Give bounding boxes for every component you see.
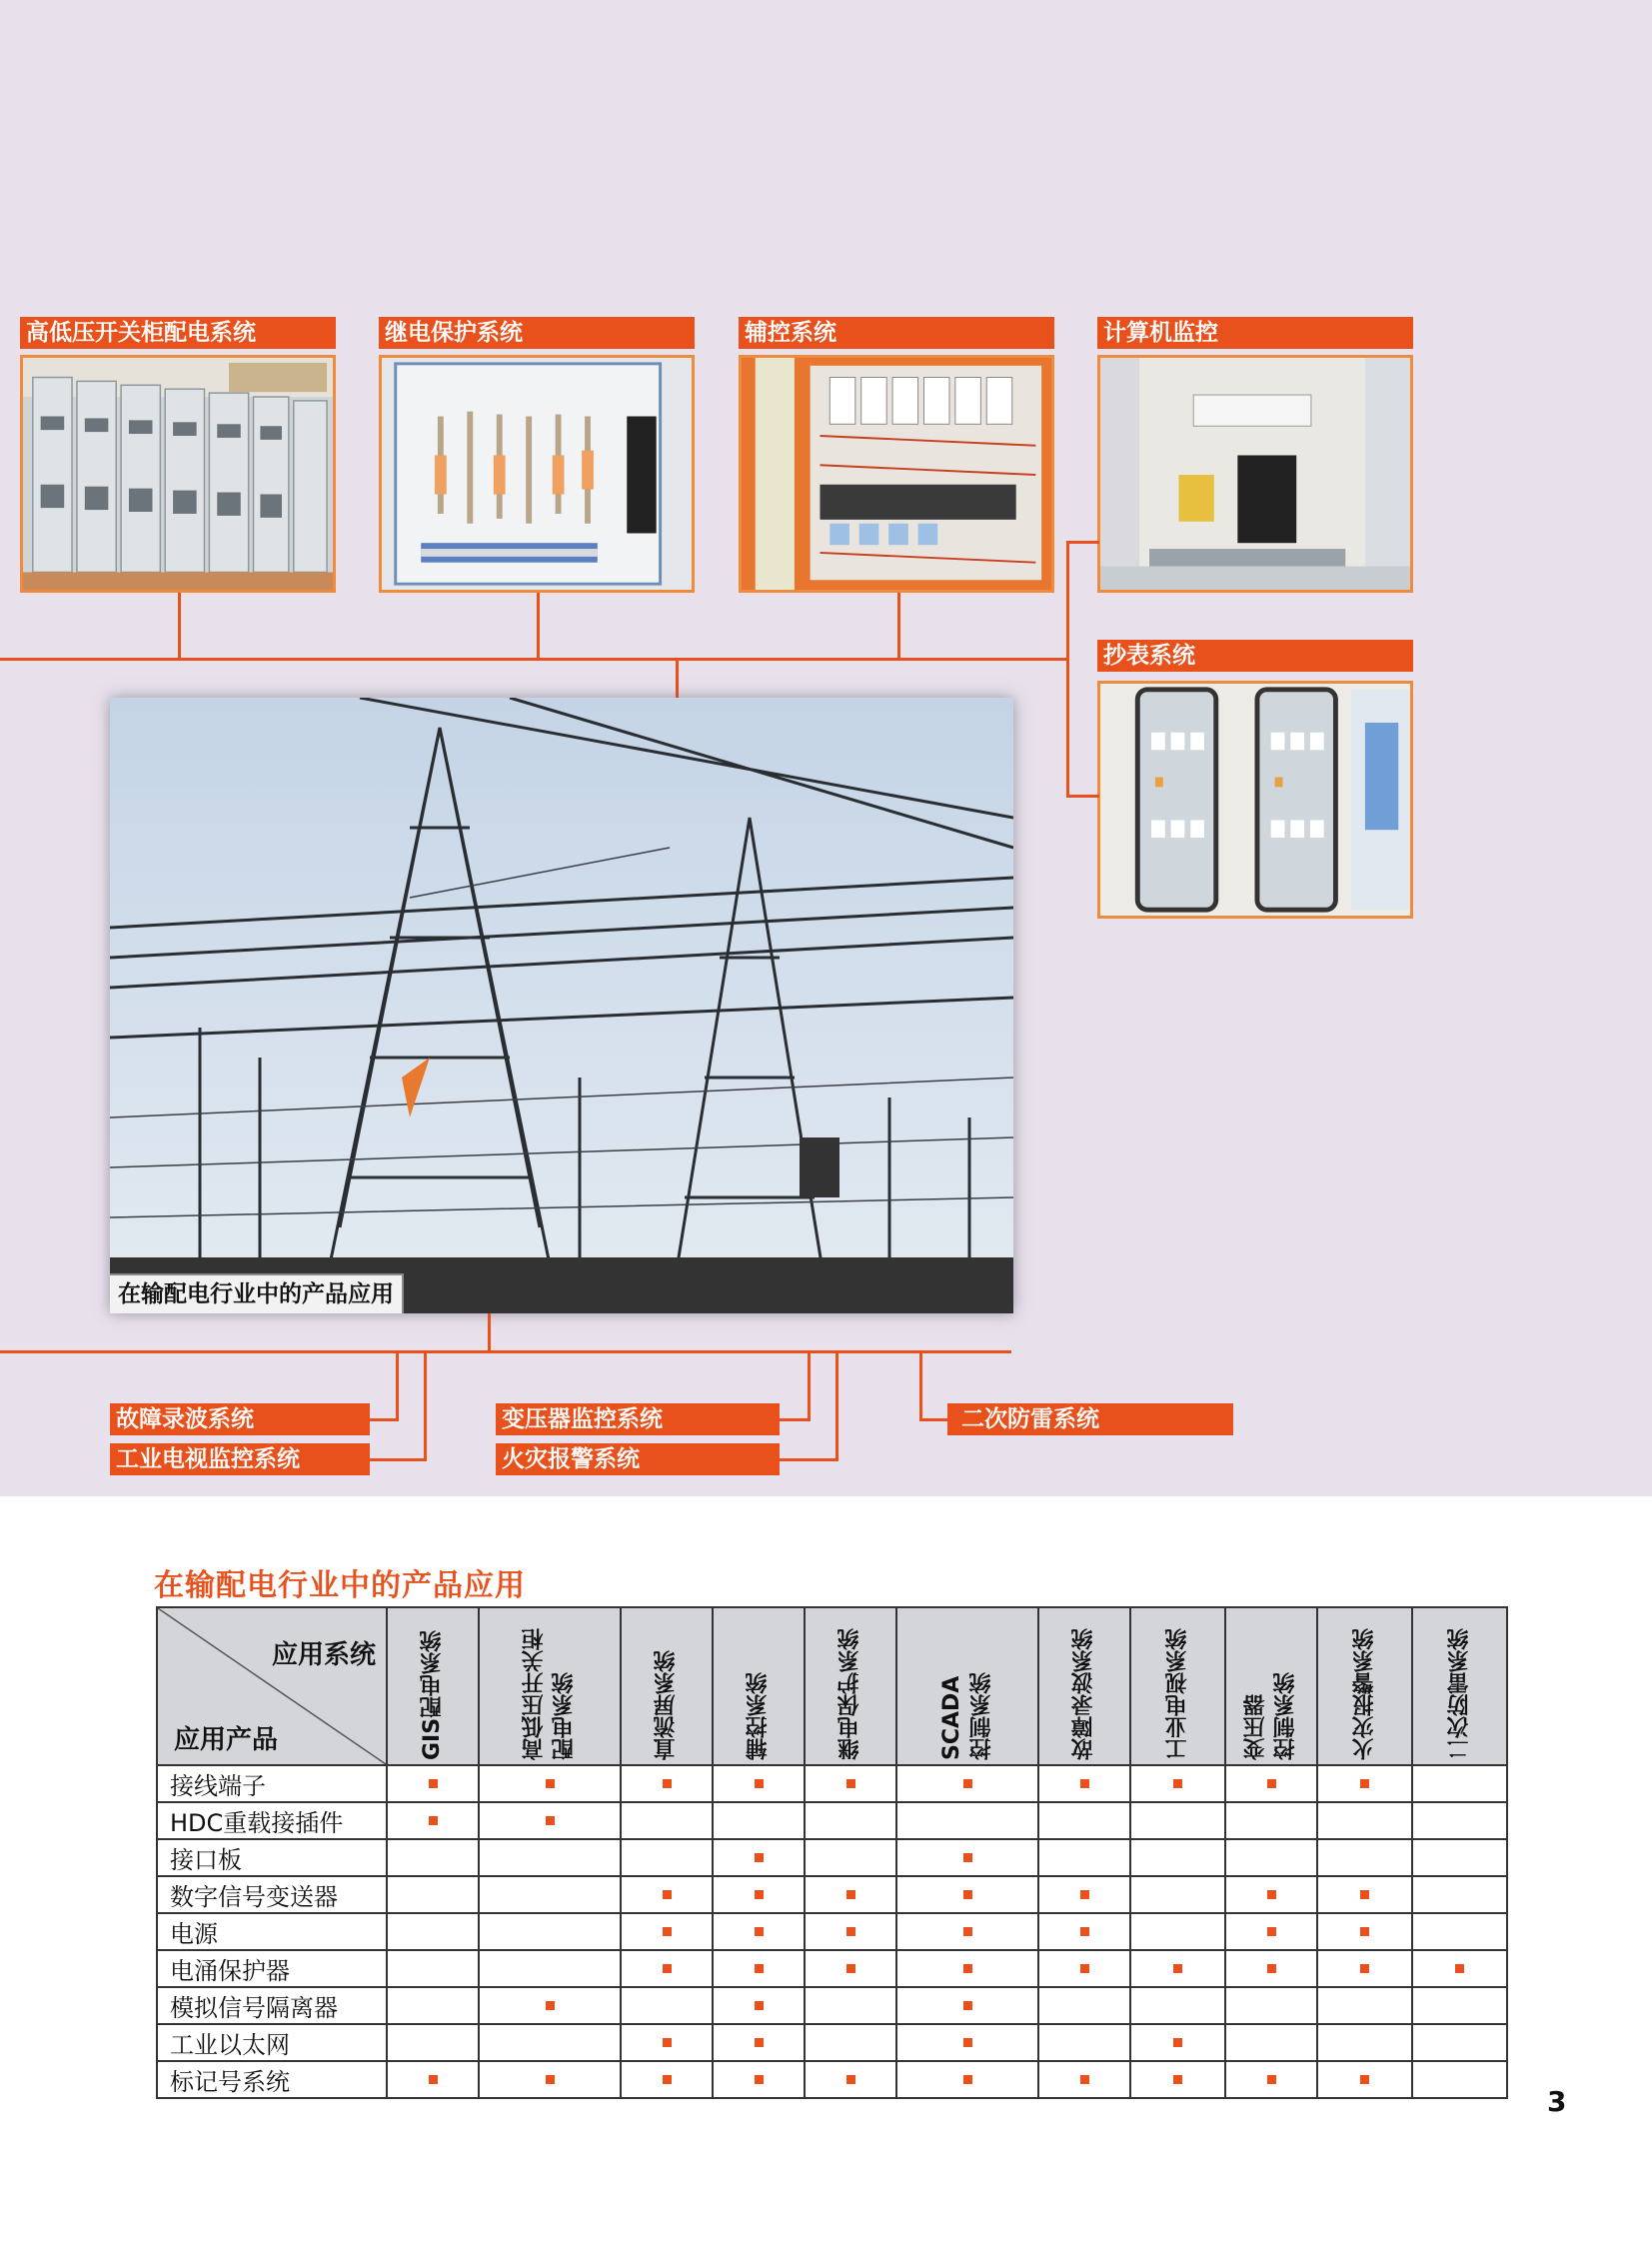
table-title: 在输配电行业中的产品应用 (154, 1568, 526, 1603)
applicable-mark (663, 2075, 672, 2084)
applicable-mark (846, 1890, 855, 1899)
table-cell (387, 1876, 479, 1913)
table-cell (387, 1987, 479, 2024)
table-cell (1412, 1987, 1507, 2024)
table-cell (1038, 1876, 1130, 1913)
applicable-mark (846, 2075, 855, 2084)
connector-lightning (919, 1350, 922, 1421)
table-cell (1317, 2024, 1412, 2061)
table-cell (713, 2061, 805, 2098)
applicable-mark (963, 1964, 972, 1973)
connector-lightning-h (919, 1418, 947, 1421)
applicable-mark (663, 1964, 672, 1973)
corner-label-systems: 应用系统 (271, 1640, 376, 1670)
table-cell (387, 1950, 479, 1987)
label-fault-recording-system: 故障录波系统 (110, 1403, 370, 1435)
label-relay-protection-system: 继电保护系统 (379, 317, 695, 349)
table-row (157, 2024, 1507, 2061)
table-cell (479, 1876, 621, 1913)
label-computer-monitoring: 计算机监控 (1097, 317, 1413, 349)
product-name: 接线端子 (157, 1765, 387, 1802)
table-body (157, 1765, 1507, 2098)
applicable-mark (755, 1779, 764, 1788)
table-cell (805, 1802, 896, 1839)
column-header: 高低压开关柜 配电系统 (479, 1607, 621, 1765)
applicable-mark (963, 2001, 972, 2010)
table-cell (1130, 1765, 1225, 1802)
table-cell (713, 1765, 805, 1802)
table-cell (1412, 1839, 1507, 1876)
applicable-mark (755, 2001, 764, 2010)
applicable-mark (546, 1779, 555, 1788)
product-name: 接口板 (157, 1839, 387, 1876)
applicable-mark (963, 1779, 972, 1788)
connector-fault-recording (396, 1350, 399, 1421)
table-cell (1038, 1802, 1130, 1839)
table-cell (479, 1765, 621, 1802)
table-cell (805, 1913, 896, 1950)
applicable-mark (1360, 1964, 1369, 1973)
applicable-mark (546, 1816, 555, 1825)
applicable-mark (663, 1779, 672, 1788)
table-cell (1317, 1765, 1412, 1802)
column-header: 直流屏系统 (621, 1607, 713, 1765)
table-cell (479, 1839, 621, 1876)
table-cell (479, 1950, 621, 1987)
connector-right-vertical (1066, 541, 1069, 795)
table-row (157, 1839, 1507, 1876)
table-cell (1038, 1913, 1130, 1950)
applicable-mark (1267, 1779, 1276, 1788)
table-row (157, 1913, 1507, 1950)
column-header: SCADA 控制系统 (896, 1607, 1038, 1765)
table-cell (621, 2061, 713, 2098)
page-number: 3 (1547, 2085, 1567, 2118)
column-header: 故障录波系统 (1038, 1607, 1130, 1765)
applicable-mark (963, 2038, 972, 2047)
label-fire-alarm-system: 火灾报警系统 (496, 1443, 780, 1475)
product-name: 标记号系统 (157, 2061, 387, 2098)
label-transformer-monitoring-system: 变压器监控系统 (496, 1403, 780, 1435)
table-cell (1317, 1876, 1412, 1913)
table-cell (713, 1987, 805, 2024)
table-cell (896, 1987, 1038, 2024)
table-cell (479, 1913, 621, 1950)
applicable-mark (429, 1779, 438, 1788)
connector-relay (537, 593, 540, 660)
connector-video-monitoring-h (370, 1458, 427, 1461)
connector-auxiliary (897, 593, 900, 660)
table-row (157, 1802, 1507, 1839)
connector-computer-monitoring (1066, 541, 1099, 544)
table-cell (896, 1802, 1038, 1839)
table-cell (713, 1913, 805, 1950)
corner-label-products: 应用产品 (174, 1725, 279, 1755)
table-cell (896, 1876, 1038, 1913)
applicable-mark (755, 1890, 764, 1899)
table-cell (713, 1839, 805, 1876)
connector-transformer-h (780, 1418, 811, 1421)
applicable-mark (963, 1890, 972, 1899)
connector-bottom-horizontal (0, 1350, 1011, 1353)
applicable-mark (1360, 1779, 1369, 1788)
applicable-mark (1173, 1779, 1182, 1788)
table-cell (1130, 2061, 1225, 2098)
column-header: 变压器 控制系统 (1225, 1607, 1317, 1765)
table-cell (1038, 2024, 1130, 2061)
table-row (157, 1876, 1507, 1913)
table-cell (805, 1950, 896, 1987)
label-meter-reading-system: 抄表系统 (1097, 640, 1413, 672)
computer-monitoring-photo (1097, 355, 1413, 593)
applicable-mark (1080, 1890, 1089, 1899)
auxiliary-control-photo (739, 355, 1054, 593)
applicable-mark (755, 1853, 764, 1862)
application-table (156, 1606, 1508, 2099)
table-cell (1412, 1913, 1507, 1950)
table-cell (387, 1839, 479, 1876)
applicable-mark (1455, 1964, 1464, 1973)
connector-center-top (676, 658, 679, 700)
table-cell (896, 2061, 1038, 2098)
table-cell (1130, 1802, 1225, 1839)
table-cell (1130, 1839, 1225, 1876)
applicable-mark (1267, 2075, 1276, 2084)
table-cell (479, 1802, 621, 1839)
table-cell (805, 2061, 896, 2098)
table-cell (1225, 2061, 1317, 2098)
table-cell (621, 1876, 713, 1913)
table-cell (387, 1913, 479, 1950)
table-cell (1225, 1876, 1317, 1913)
table-cell (896, 1839, 1038, 1876)
applicable-mark (846, 1964, 855, 1973)
table-cell (479, 2024, 621, 2061)
column-header: 继电保护系统 (805, 1607, 896, 1765)
table-cell (896, 2024, 1038, 2061)
table-cell (1038, 2061, 1130, 2098)
label-auxiliary-control-system: 辅控系统 (739, 317, 1054, 349)
table-cell (1225, 1765, 1317, 1802)
table-cell (1317, 1913, 1412, 1950)
applicable-mark (963, 1927, 972, 1936)
applicable-mark (663, 1890, 672, 1899)
table-cell (896, 1765, 1038, 1802)
connector-meter-reading (1066, 795, 1099, 798)
product-name: 模拟信号隔离器 (157, 1987, 387, 2024)
table-cell (387, 1765, 479, 1802)
table-cell (1412, 2061, 1507, 2098)
connector-fault-recording-h (370, 1418, 399, 1421)
table-cell (621, 2024, 713, 2061)
meter-reading-photo (1097, 681, 1413, 919)
column-header: 工业电视系统 (1130, 1607, 1225, 1765)
applicable-mark (1360, 1890, 1369, 1899)
connector-center-bottom (488, 1313, 491, 1352)
table-cell (1130, 1987, 1225, 2024)
table-cell (479, 2061, 621, 2098)
applicable-mark (755, 1927, 764, 1936)
connector-transformer (808, 1350, 811, 1421)
applicable-mark (663, 2038, 672, 2047)
product-name: 电源 (157, 1913, 387, 1950)
applicable-mark (1360, 1927, 1369, 1936)
table-row (157, 1987, 1507, 2024)
table-cell (621, 1950, 713, 1987)
table-cell (713, 1950, 805, 1987)
table-cell (1038, 1950, 1130, 1987)
product-name: HDC重载接插件 (157, 1802, 387, 1839)
table-cell (479, 1987, 621, 2024)
table-cell (621, 1987, 713, 2024)
table-cell (1317, 1839, 1412, 1876)
connector-fire-alarm (835, 1350, 838, 1461)
table-cell (713, 2024, 805, 2061)
table-row (157, 1765, 1507, 1802)
table-cell (713, 1876, 805, 1913)
table-cell (1412, 1950, 1507, 1987)
substation-photo (110, 698, 1013, 1313)
applicable-mark (755, 2075, 764, 2084)
table-cell (1225, 1950, 1317, 1987)
table-row (157, 2061, 1507, 2098)
label-switchgear-system: 高低压开关柜配电系统 (20, 317, 336, 349)
table-corner-cell (157, 1607, 387, 1765)
table-cell (896, 1913, 1038, 1950)
table-cell (1038, 1839, 1130, 1876)
connector-video-monitoring (424, 1350, 427, 1461)
table-cell (387, 1802, 479, 1839)
table-cell (1412, 1802, 1507, 1839)
applicable-mark (1173, 2075, 1182, 2084)
table-cell (1317, 2061, 1412, 2098)
applicable-mark (546, 2001, 555, 2010)
table-cell (1225, 2024, 1317, 2061)
column-header: 火灾报警系统 (1317, 1607, 1412, 1765)
table-cell (1412, 1765, 1507, 1802)
applicable-mark (755, 1964, 764, 1973)
applicable-mark (755, 2038, 764, 2047)
connector-main-horizontal (0, 658, 1069, 661)
product-name: 数字信号变送器 (157, 1876, 387, 1913)
table-cell (805, 1839, 896, 1876)
table-cell (1317, 1802, 1412, 1839)
center-caption: 在输配电行业中的产品应用 (110, 1273, 404, 1313)
applicable-mark (1173, 2038, 1182, 2047)
table-cell (621, 1765, 713, 1802)
table-cell (1225, 1802, 1317, 1839)
applicable-mark (429, 2075, 438, 2084)
table-cell (621, 1839, 713, 1876)
applicable-mark (963, 1853, 972, 1862)
table-cell (713, 1802, 805, 1839)
applicable-mark (546, 2075, 555, 2084)
applicable-mark (429, 1816, 438, 1825)
applicable-mark (1080, 1964, 1089, 1973)
table-cell (1412, 1876, 1507, 1913)
table-cell (387, 2024, 479, 2061)
table-cell (621, 1913, 713, 1950)
applicable-mark (1267, 1890, 1276, 1899)
applicable-mark (1267, 1927, 1276, 1936)
applicable-mark (1080, 1779, 1089, 1788)
applicable-mark (963, 2075, 972, 2084)
applicable-mark (846, 1927, 855, 1936)
table-cell (805, 1987, 896, 2024)
table-cell (1317, 1950, 1412, 1987)
column-header: GIS配电系统 (387, 1607, 479, 1765)
switchgear-photo (20, 355, 336, 593)
table-cell (1225, 1839, 1317, 1876)
table-header-row (157, 1607, 1507, 1765)
table-cell (1130, 1913, 1225, 1950)
applicable-mark (1360, 2075, 1369, 2084)
column-header: 辅控系统 (713, 1607, 805, 1765)
table-cell (1225, 1913, 1317, 1950)
table-cell (1038, 1987, 1130, 2024)
table-cell (1130, 2024, 1225, 2061)
table-cell (805, 1765, 896, 1802)
product-name: 电涌保护器 (157, 1950, 387, 1987)
table-cell (1225, 1987, 1317, 2024)
applicable-mark (663, 1927, 672, 1936)
applicable-mark (1080, 2075, 1089, 2084)
connector-switchgear (178, 593, 181, 660)
table-cell (1130, 1876, 1225, 1913)
table-cell (805, 1876, 896, 1913)
label-secondary-lightning-system: 二次防雷系统 (947, 1403, 1233, 1435)
table-row (157, 1950, 1507, 1987)
connector-fire-alarm-h (780, 1458, 838, 1461)
table-cell (896, 1950, 1038, 1987)
table-cell (1130, 1950, 1225, 1987)
label-industrial-video-system: 工业电视监控系统 (110, 1443, 370, 1475)
applicable-mark (1173, 1964, 1182, 1973)
applicable-mark (1267, 1964, 1276, 1973)
table-cell (387, 2061, 479, 2098)
applicable-mark (846, 1779, 855, 1788)
applicable-mark (1080, 1927, 1089, 1936)
table-cell (1038, 1765, 1130, 1802)
table-cell (1317, 1987, 1412, 2024)
product-name: 工业以太网 (157, 2024, 387, 2061)
column-header: 二次防雷系统 (1412, 1607, 1507, 1765)
table-cell (621, 1802, 713, 1839)
table-cell (805, 2024, 896, 2061)
table-cell (1412, 2024, 1507, 2061)
relay-protection-photo (379, 355, 695, 593)
